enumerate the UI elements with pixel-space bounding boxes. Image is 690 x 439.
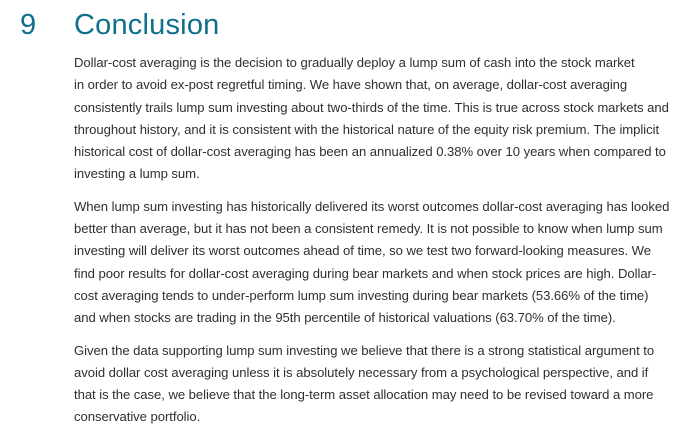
text-line: in order to avoid ex-post regretful timing. We have shown that, on average, dollar-cost averaging [74, 77, 628, 93]
text-line: conservative portfolio. [74, 409, 201, 425]
text-line: Dollar-cost averaging is the decision to gradually deploy a lump sum of cash into the stock market [74, 55, 635, 70]
section-body [74, 52, 679, 439]
section-heading [0, 6, 690, 46]
paragraph-1 [74, 52, 679, 186]
text-line: that is the case, we believe that the long-term asset allocation may need to be revised toward a more [74, 387, 654, 403]
text-line: and when stocks are trading in the 95th percentile of historical valuations (63.70% of the time). [74, 310, 616, 326]
text-line: investing a lump sum. [74, 166, 200, 182]
text-line: When lump sum investing has historically delivered its worst outcomes dollar-cost averaging has looked [74, 198, 670, 214]
section-title: Conclusion [74, 9, 220, 41]
text-line: find poor results for dollar-cost averaging during bear markets and when stock prices are high. Dollar- [74, 265, 657, 281]
text-line: cost averaging tends to under-perform lump sum investing during bear markets (53.66% of the time) [74, 287, 649, 303]
text-line: historical cost of dollar-cost averaging has been an annualized 0.38% over 10 years when compared to [74, 144, 666, 160]
paragraph-2 [74, 196, 679, 330]
text-line: throughout history, and it is consistent with the historical nature of the equity risk premium. The implicit [74, 121, 660, 137]
text-line: investing will deliver its worst outcomes ahead of time, so we test two forward-looking measures. We [74, 243, 651, 259]
text-line: Given the data supporting lump sum investing we believe that there is a strong statistical argument to [74, 342, 655, 358]
text-line: avoid dollar cost averaging unless it is absolutely necessary from a psychological perspective, and if [74, 364, 649, 380]
section-number: 9 [20, 9, 37, 41]
text-line: better than average, but it has not been a consistent remedy. It is not possible to know when lump sum [74, 221, 663, 237]
paragraph-3 [74, 340, 679, 429]
text-line: consistently trails lump sum investing about two-thirds of the time. This is true across stock markets and [74, 99, 669, 115]
